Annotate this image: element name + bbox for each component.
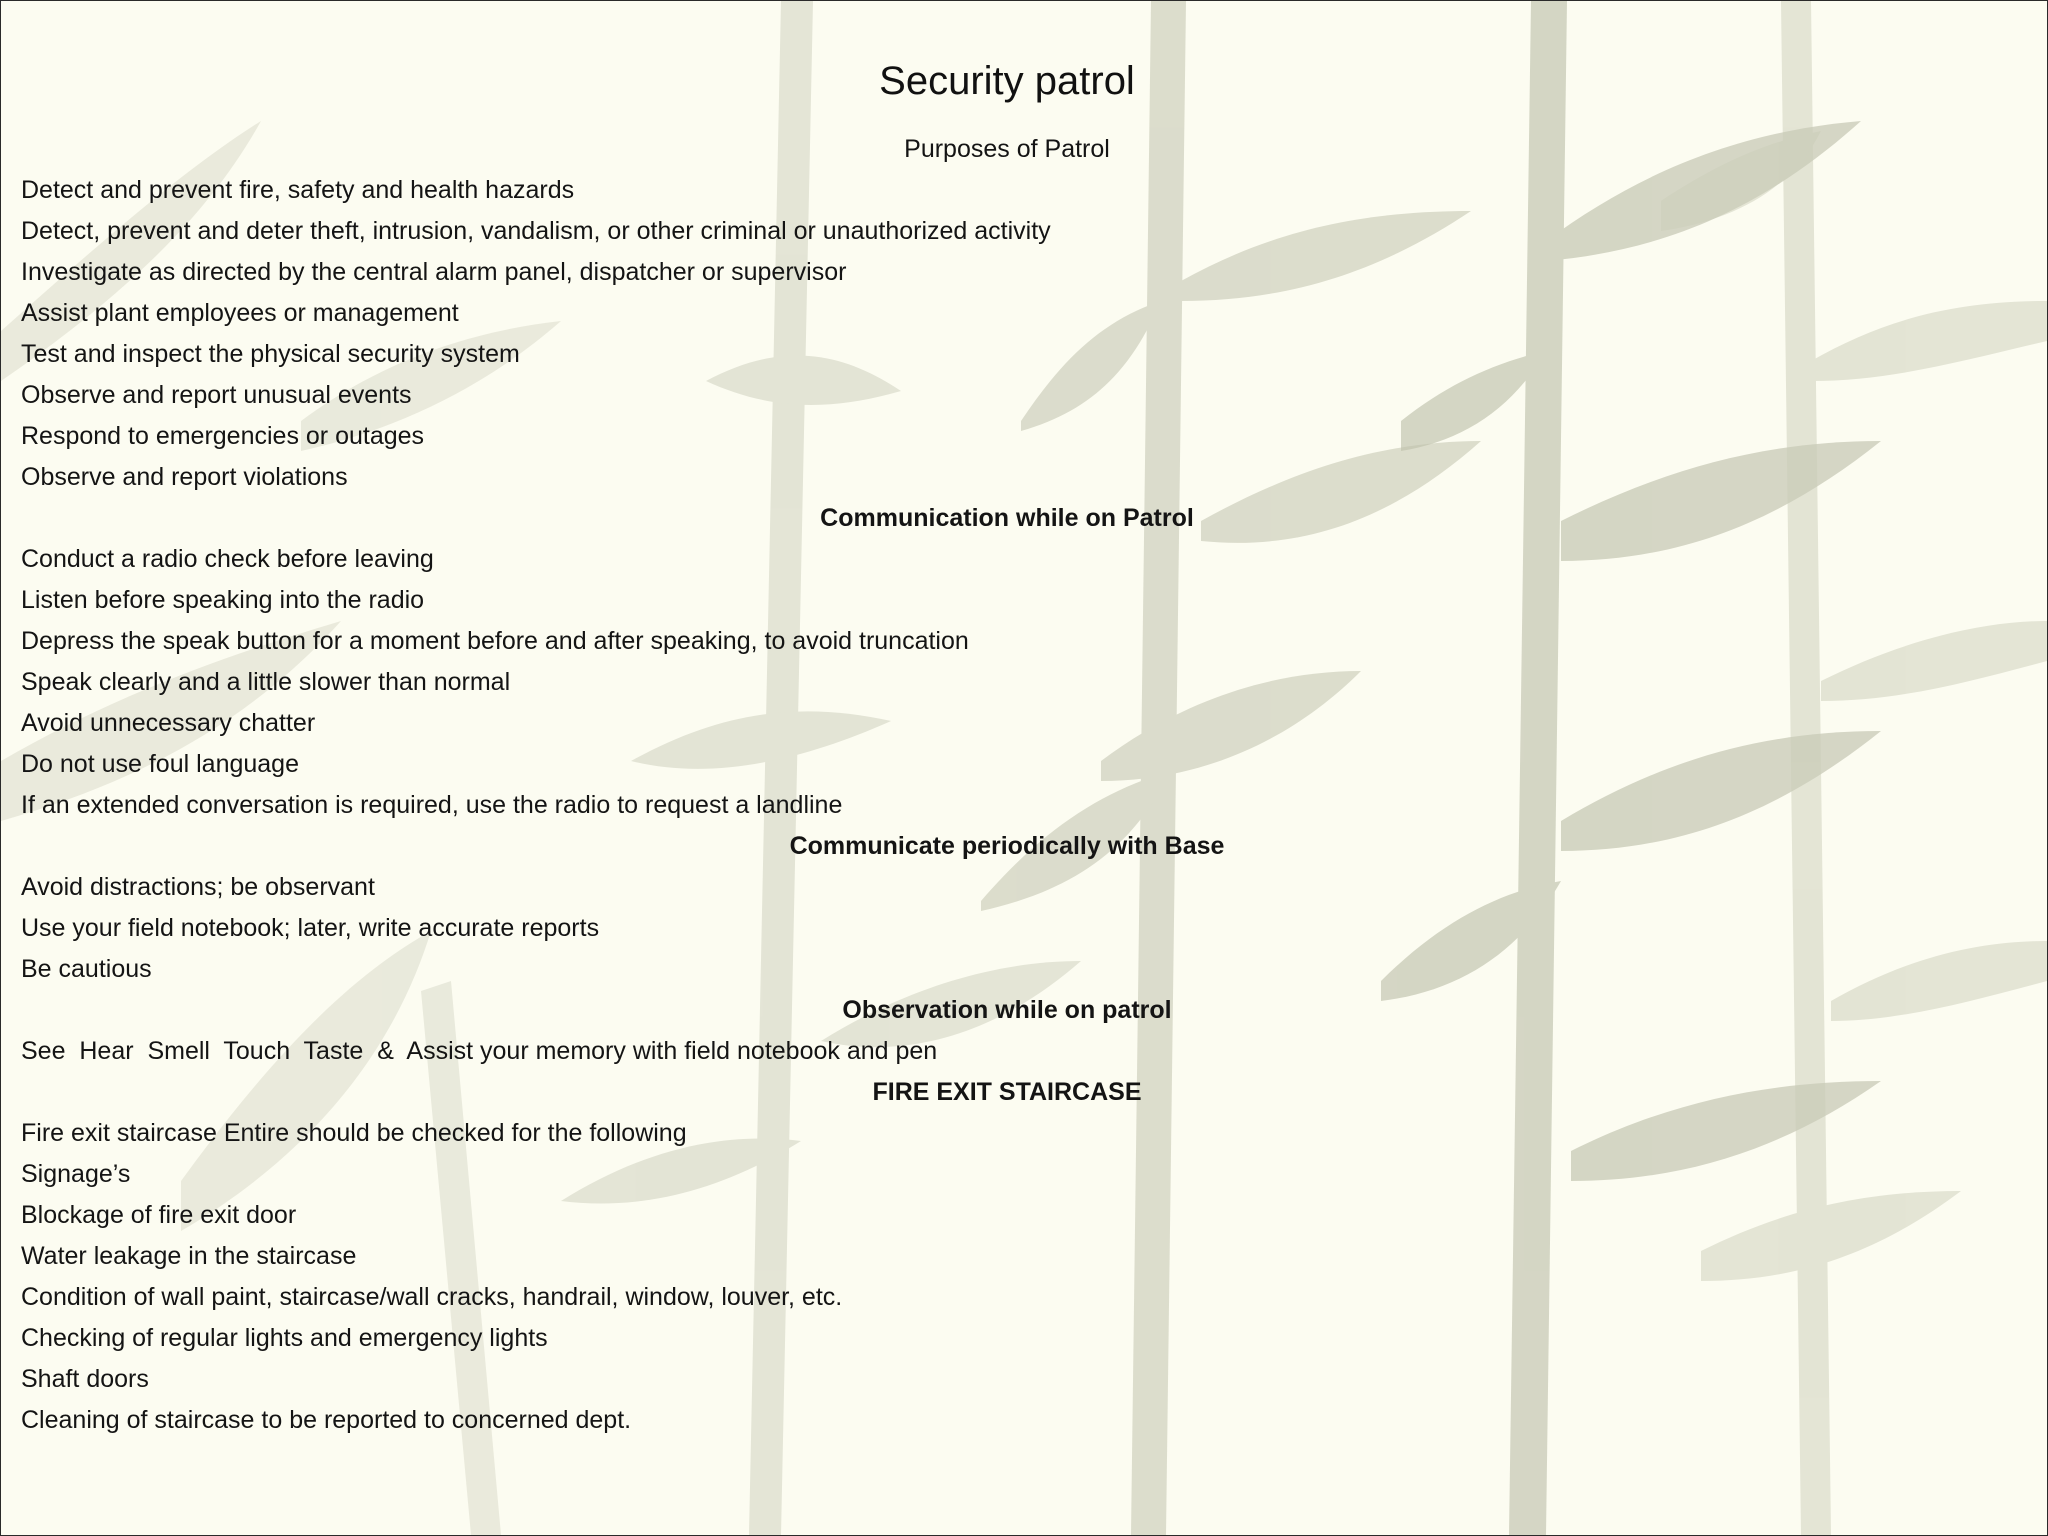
fire-exit-item: Condition of wall paint, staircase/wall cracks, handrail, window, louver, etc. <box>21 1283 843 1311</box>
slide-content <box>1 1 2047 1535</box>
communication-item: Listen before speaking into the radio <box>21 586 425 614</box>
communication-heading: Communication while on Patrol <box>820 504 1194 532</box>
communication-item: Speak clearly and a little slower than normal <box>21 668 511 696</box>
base-item: Avoid distractions; be observant <box>21 873 375 901</box>
communication-item: Conduct a radio check before leaving <box>21 545 434 573</box>
purposes-item: Detect and prevent fire, safety and health hazards <box>21 176 575 204</box>
base-item: Use your field notebook; later, write accurate reports <box>21 914 600 942</box>
purposes-item: Observe and report violations <box>21 463 348 491</box>
fire-exit-item: Checking of regular lights and emergency lights <box>21 1324 548 1352</box>
fire-exit-item: Signage’s <box>21 1160 131 1188</box>
fire-exit-item: Shaft doors <box>21 1365 149 1393</box>
base-heading: Communicate periodically with Base <box>789 832 1225 860</box>
observation-heading: Observation while on patrol <box>842 996 1172 1024</box>
communication-item: Do not use foul language <box>21 750 299 778</box>
purposes-heading: Purposes of Patrol <box>904 135 1110 163</box>
fire-exit-heading: FIRE EXIT STAIRCASE <box>872 1078 1142 1106</box>
communication-item: Avoid unnecessary chatter <box>21 709 316 737</box>
communication-item: If an extended conversation is required, use the radio to request a landline <box>21 791 843 819</box>
communication-item: Depress the speak button for a moment before and after speaking, to avoid truncation <box>21 627 969 655</box>
fire-exit-item: Water leakage in the staircase <box>21 1242 357 1270</box>
base-item: Be cautious <box>21 955 152 983</box>
purposes-item: Test and inspect the physical security system <box>21 340 520 368</box>
fire-exit-item: Blockage of fire exit door <box>21 1201 297 1229</box>
page-title: Security patrol <box>879 59 1135 103</box>
purposes-item: Assist plant employees or management <box>21 299 459 327</box>
observation-item: See Hear Smell Touch Taste & Assist your memory with field notebook and pen <box>21 1037 938 1065</box>
purposes-item: Observe and report unusual events <box>21 381 412 409</box>
purposes-item: Respond to emergencies or outages <box>21 422 425 450</box>
purposes-item: Investigate as directed by the central alarm panel, dispatcher or supervisor <box>21 258 847 286</box>
fire-exit-item: Cleaning of staircase to be reported to concerned dept. <box>21 1406 632 1434</box>
purposes-item: Detect, prevent and deter theft, intrusion, vandalism, or other criminal or unauthorized activity <box>21 217 1051 245</box>
fire-exit-item: Fire exit staircase Entire should be checked for the following <box>21 1119 687 1147</box>
